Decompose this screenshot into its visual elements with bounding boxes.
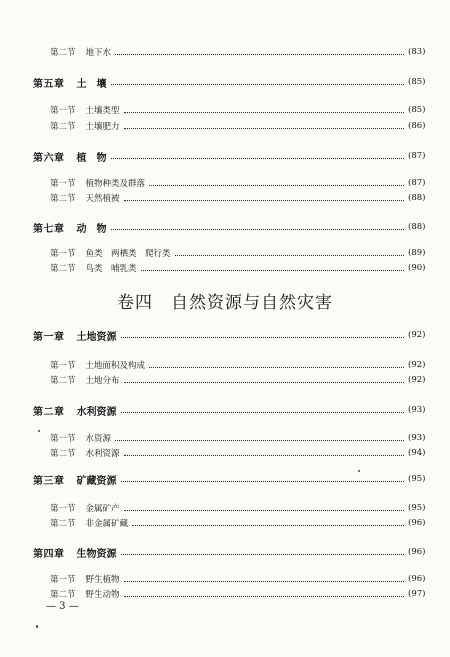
toc-chapter-row [0, 74, 450, 90]
section-label: 第一节 [50, 249, 76, 259]
section-title: 鸟类 哺乳类 [85, 264, 137, 274]
page-ref: (85) [408, 77, 426, 87]
chapter-title: 土地资源 [76, 331, 117, 343]
chapter-label: 第二章 [33, 406, 65, 418]
chapter-label: 第七章 [33, 223, 65, 235]
dot-leader [149, 366, 404, 368]
page-ref: (95) [408, 474, 426, 484]
page-ref: (90) [408, 263, 426, 273]
toc-chapter-row [0, 327, 450, 343]
chapter-title: 水利资源 [76, 406, 117, 418]
dot-leader [111, 83, 405, 85]
section-title: 土地面积及构成 [85, 361, 146, 371]
page-ref: (85) [408, 105, 426, 115]
section-label: 第二节 [50, 519, 76, 529]
section-label: 第一节 [50, 106, 76, 116]
section-label: 第二节 [50, 48, 76, 58]
dot-leader [141, 269, 404, 271]
dot-leader [124, 127, 404, 129]
scan-speck [358, 470, 360, 472]
page-ref: (87) [408, 151, 426, 161]
section-title: 天然植被 [85, 194, 120, 204]
dot-leader [124, 595, 404, 597]
section-title: 鱼类 两栖类 爬行类 [85, 249, 171, 259]
dot-leader [115, 53, 404, 55]
chapter-title: 矿藏资源 [76, 475, 117, 487]
page-ref: (88) [408, 222, 426, 232]
section-label: 第一节 [50, 434, 76, 444]
dot-leader [132, 524, 404, 526]
toc-chapter-row [0, 544, 450, 560]
page-ref: (87) [408, 178, 426, 188]
page-ref: (95) [408, 503, 426, 513]
toc-section-row [0, 357, 450, 373]
section-title: 土壤肥力 [85, 122, 120, 132]
toc-chapter-row [0, 471, 450, 487]
dot-leader [115, 439, 404, 441]
volume-number: 卷四 [117, 293, 153, 313]
page-ref: (92) [408, 375, 426, 385]
dot-leader [124, 454, 404, 456]
section-label: 第二节 [50, 264, 76, 274]
chapter-title: 土 壤 [76, 78, 107, 90]
page-ref: (96) [408, 547, 426, 557]
section-title: 金属矿产 [85, 504, 120, 514]
section-title: 水利资源 [85, 449, 120, 459]
section-title: 野生动物 [85, 590, 120, 600]
toc-section-row [0, 372, 450, 388]
chapter-label: 第四章 [33, 548, 65, 560]
dot-leader [124, 111, 404, 113]
section-title: 植物种类及群落 [85, 179, 146, 189]
dot-leader [124, 580, 404, 582]
dot-leader [111, 157, 405, 159]
dot-leader [124, 199, 404, 201]
dot-leader [111, 228, 405, 230]
page-ref: (96) [408, 518, 426, 528]
page-ref: (93) [408, 433, 426, 443]
dot-leader [124, 509, 404, 511]
scan-speck [36, 625, 38, 628]
chapter-label: 第六章 [33, 152, 65, 164]
toc-section-row [0, 102, 450, 118]
page-ref: (94) [408, 448, 426, 458]
section-title: 土地分布 [85, 376, 120, 386]
toc-section-row [0, 500, 450, 516]
toc-section-row [0, 245, 450, 261]
toc-section-row [0, 44, 450, 60]
section-title: 野生植物 [85, 575, 120, 585]
section-title: 非金属矿藏 [85, 519, 129, 529]
chapter-label: 第五章 [33, 78, 65, 90]
volume-title: 自然资源与自然灾害 [171, 293, 333, 313]
page-ref: (89) [408, 248, 426, 258]
toc-section-row [0, 515, 450, 531]
toc-section-row [0, 430, 450, 446]
toc-section-row [0, 118, 450, 134]
section-label: 第一节 [50, 575, 76, 585]
section-label: 第一节 [50, 504, 76, 514]
toc-section-row [0, 260, 450, 276]
chapter-title: 动 物 [76, 223, 107, 235]
section-title: 水资源 [85, 434, 112, 444]
section-label: 第一节 [50, 361, 76, 371]
section-label: 第一节 [50, 179, 76, 189]
dot-leader [121, 336, 405, 338]
page-ref: (92) [408, 330, 426, 340]
volume-heading [0, 288, 450, 312]
section-title: 地下水 [85, 48, 112, 58]
toc-section-row [0, 586, 450, 602]
dot-leader [175, 254, 404, 256]
dot-leader [124, 381, 404, 383]
toc-section-row [0, 445, 450, 461]
toc-chapter-row [0, 219, 450, 235]
dot-leader [121, 553, 405, 555]
page-ref: (83) [408, 47, 426, 57]
chapter-title: 生物资源 [76, 548, 117, 560]
toc-section-row [0, 190, 450, 206]
section-label: 第二节 [50, 194, 76, 204]
chapter-title: 植 物 [76, 152, 107, 164]
page-ref: (93) [408, 405, 426, 415]
section-label: 第二节 [50, 376, 76, 386]
page-number: — 3 — [46, 601, 79, 612]
section-title: 土壤类型 [85, 106, 120, 116]
page-ref: (86) [408, 121, 426, 131]
scan-speck [38, 430, 40, 432]
toc-section-row [0, 175, 450, 191]
dot-leader [149, 184, 404, 186]
section-label: 第二节 [50, 122, 76, 132]
toc-chapter-row [0, 148, 450, 164]
chapter-label: 第一章 [33, 331, 65, 343]
toc-section-row [0, 571, 450, 587]
page-ref: (92) [408, 360, 426, 370]
toc-chapter-row [0, 402, 450, 418]
section-label: 第二节 [50, 449, 76, 459]
page-ref: (88) [408, 193, 426, 203]
page-ref: (96) [408, 574, 426, 584]
chapter-label: 第三章 [33, 475, 65, 487]
section-label: 第二节 [50, 590, 76, 600]
page-ref: (97) [408, 589, 426, 599]
dot-leader [121, 411, 405, 413]
dot-leader [121, 480, 405, 482]
